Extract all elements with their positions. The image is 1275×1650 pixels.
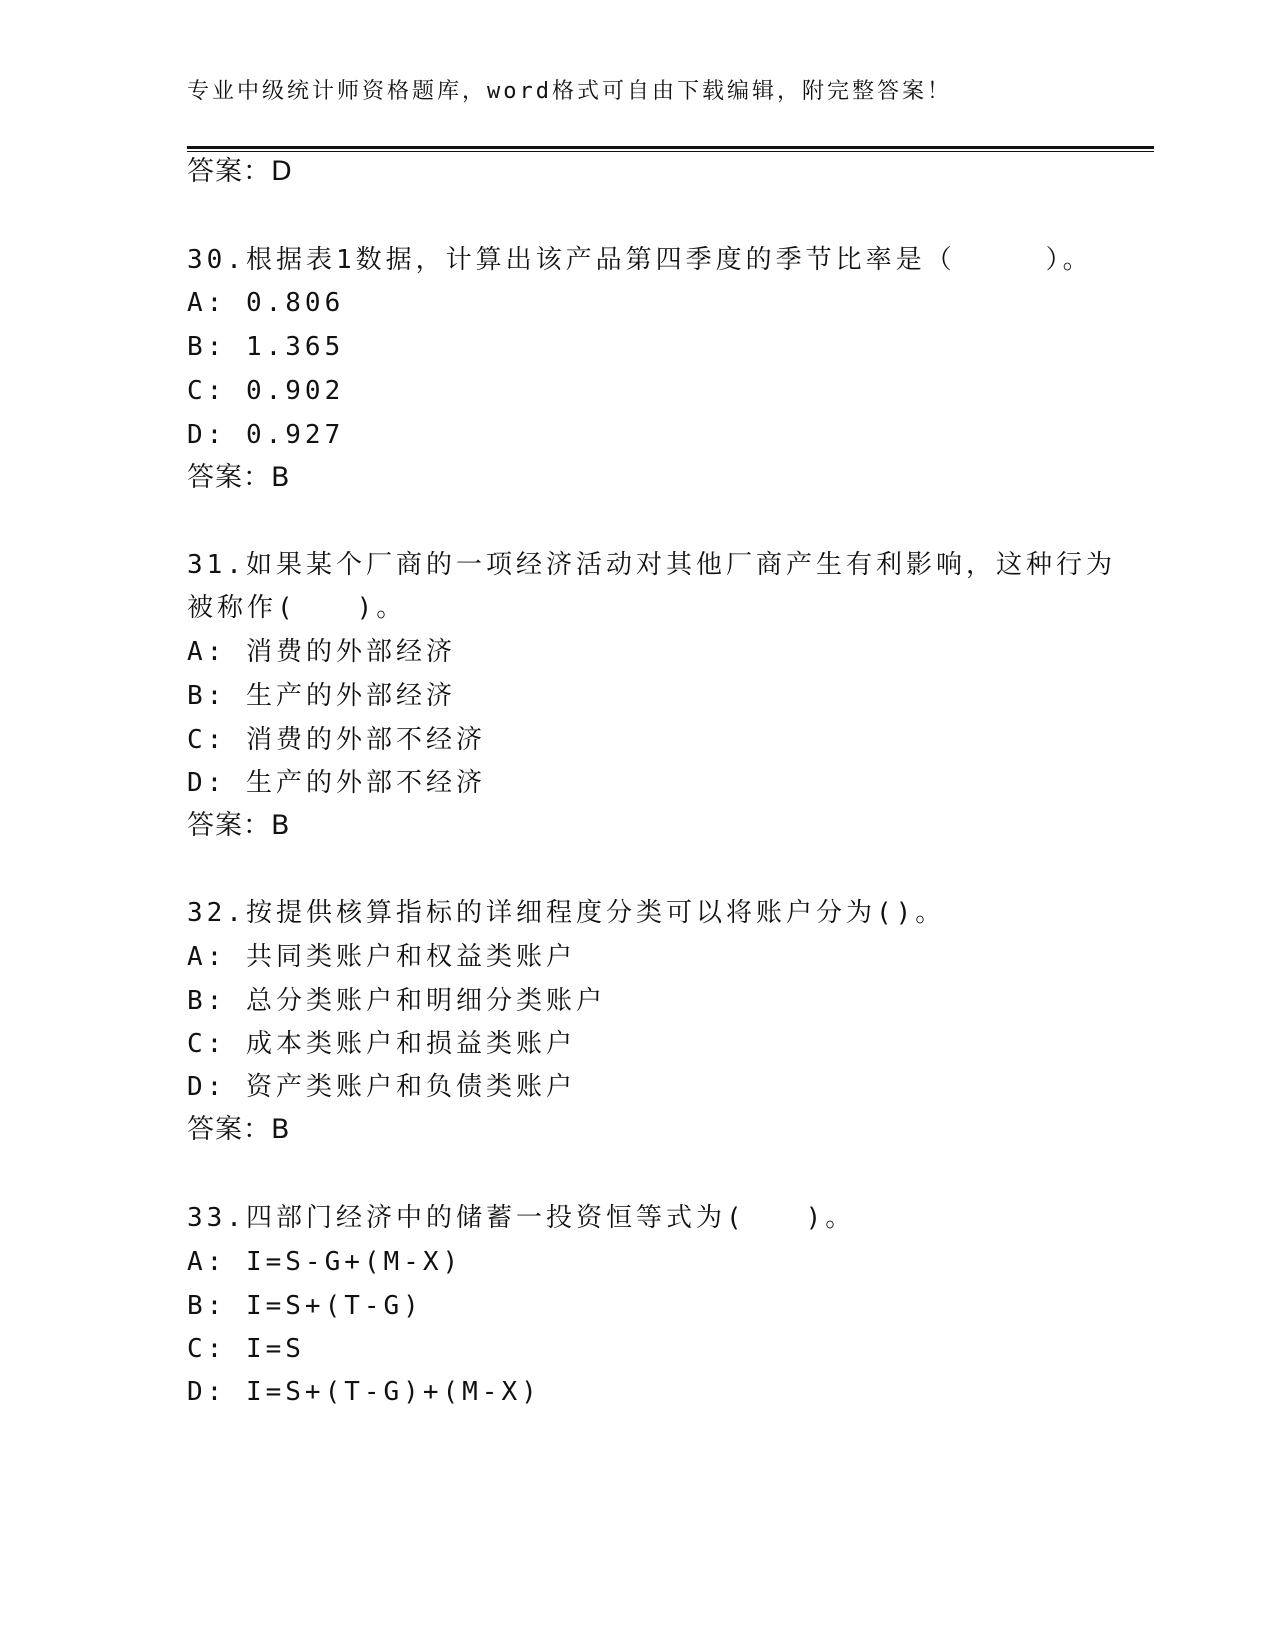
question-33-text: 33.四部门经济中的储蓄一投资恒等式为( )。 bbox=[187, 1203, 856, 1233]
question-33-option-c: C: I=S bbox=[187, 1334, 305, 1364]
question-31-option-c: C: 消费的外部不经济 bbox=[187, 725, 486, 755]
question-31-text-line1: 31.如果某个厂商的一项经济活动对其他厂商产生有利影响，这种行为 bbox=[187, 550, 1116, 580]
question-30-option-c: C: 0.902 bbox=[187, 376, 345, 406]
question-30-option-a: A: 0.806 bbox=[187, 288, 345, 318]
question-32-option-d: D: 资产类账户和负债类账户 bbox=[187, 1072, 576, 1102]
page-header: 专业中级统计师资格题库，word格式可自由下载编辑，附完整答案！ bbox=[187, 79, 952, 104]
question-30-answer: 答案：B bbox=[187, 462, 291, 493]
question-33-option-b: B: I=S+(T-G) bbox=[187, 1291, 423, 1321]
question-33-option-a: A: I=S-G+(M-X) bbox=[187, 1247, 463, 1277]
header-rule-thick bbox=[187, 146, 1154, 149]
question-32-option-c: C: 成本类账户和损益类账户 bbox=[187, 1029, 576, 1059]
header-rule-thin bbox=[187, 151, 1154, 152]
previous-answer: 答案：D bbox=[187, 156, 293, 187]
question-32-option-a: A: 共同类账户和权益类账户 bbox=[187, 942, 576, 972]
question-30-option-b: B: 1.365 bbox=[187, 332, 345, 362]
question-32-option-b: B: 总分类账户和明细分类账户 bbox=[187, 986, 606, 1016]
question-31-option-d: D: 生产的外部不经济 bbox=[187, 768, 486, 798]
question-32-text: 32.按提供核算指标的详细程度分类可以将账户分为()。 bbox=[187, 898, 946, 928]
question-33-option-d: D: I=S+(T-G)+(M-X) bbox=[187, 1377, 541, 1407]
question-31-text-line2: 被称作( )。 bbox=[187, 593, 407, 623]
question-31-option-a: A: 消费的外部经济 bbox=[187, 637, 456, 667]
question-30-text: 30.根据表1数据，计算出该产品第四季度的季节比率是（ ）。 bbox=[187, 245, 1093, 275]
question-31-option-b: B: 生产的外部经济 bbox=[187, 681, 456, 711]
question-32-answer: 答案：B bbox=[187, 1114, 291, 1145]
question-31-answer: 答案：B bbox=[187, 810, 291, 841]
question-30-option-d: D: 0.927 bbox=[187, 420, 345, 450]
